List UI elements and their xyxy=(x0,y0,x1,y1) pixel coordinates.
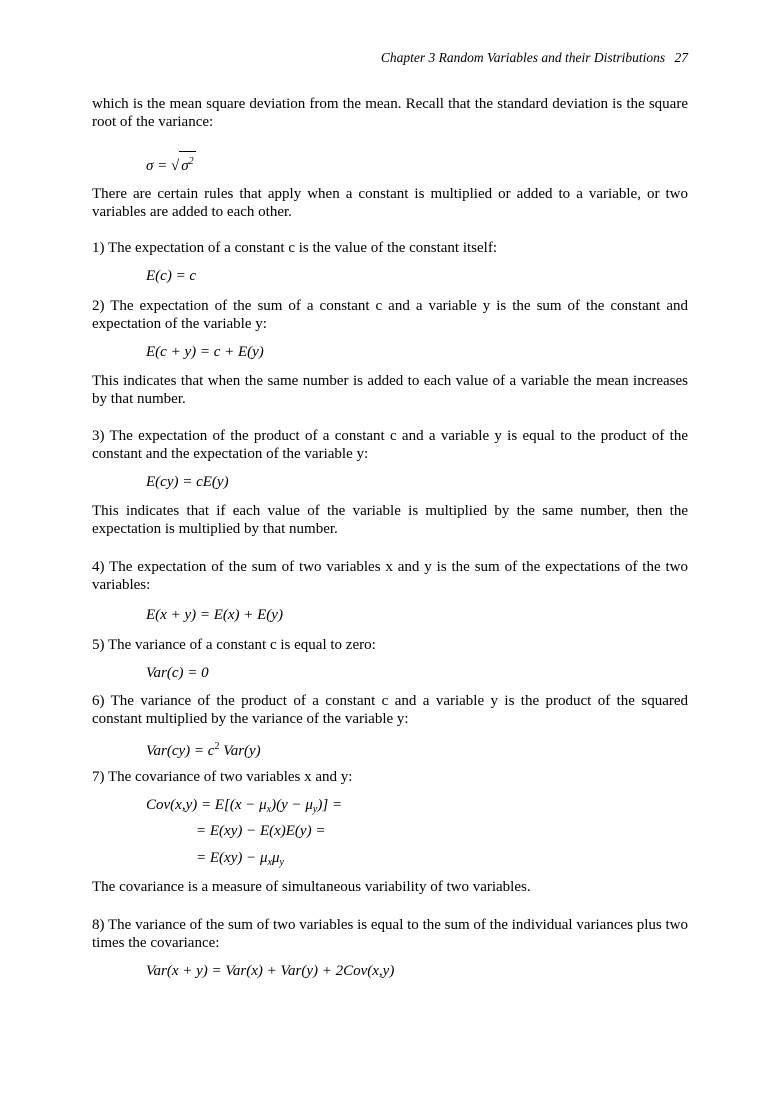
rule-2-note: This indicates that when the same number is added to each value of a variable the mean increases by that number. xyxy=(92,373,688,407)
rule-2: 2) The expectation of the sum of a constant c and a variable y is the sum of the constant and expectation of the variable y: xyxy=(92,298,688,332)
rule-7-note: The covariance is a measure of simultaneous variability of two variables. xyxy=(92,879,531,895)
rule-4: 4) The expectation of the sum of two variables x and y is the sum of the expectations of the two variables: xyxy=(92,559,688,593)
equation-6: $Var(cy) = c^2$ Var(y) xyxy=(146,741,261,759)
paragraph-intro: which is the mean square deviation from the mean. Recall that the standard deviation is the square root of the variance: xyxy=(92,96,688,130)
rule-3: 3) The expectation of the product of a constant c and a variable y is equal to the product of the constant and the expectation of the variable y: xyxy=(92,428,688,462)
equation-5: Var(c) = 0 xyxy=(146,665,209,681)
equation-sigma xyxy=(146,151,196,175)
rule-6: 6) The variance of the product of a constant c and a variable y is the product of the squared constant multiplied by the variance of the variable y: xyxy=(92,693,688,727)
rule-5: 5) The variance of a constant c is equal to zero: xyxy=(92,637,376,653)
chapter-title: Chapter 3 Random Variables and their Distributions xyxy=(380,50,666,65)
paragraph-rules-intro: There are certain rules that apply when a constant is multiplied or added to a variable, or two variables are added to each other. xyxy=(92,186,688,220)
rule-7: 7) The covariance of two variables x and y: xyxy=(92,769,353,785)
rule-3-note: This indicates that if each value of the variable is multiplied by the same number, then the expectation is multiplied by that number. xyxy=(92,503,688,537)
equation-3: E(cy) = cE(y) xyxy=(146,474,229,490)
square-root: √ $\sigma^2$ xyxy=(171,151,196,175)
equation-1: E(c) = c xyxy=(146,268,197,284)
rule-8: 8) The variance of the sum of two variables is equal to the sum of the individual variances plus two times the covariance: xyxy=(92,917,688,951)
equation-2: E(c + y) = c + E(y) xyxy=(146,344,264,360)
equation-7-line-3: = $E(xy) - \mu_x\mu_y$ xyxy=(196,850,284,868)
sigma-lhs: σ = xyxy=(146,158,172,174)
equation-7-line-1: $Cov(x,y) = E[(x - \mu_x)(y - \mu_y)]$ = xyxy=(146,797,343,815)
equation-4: E(x + y) = E(x) + E(y) xyxy=(146,607,283,623)
page-number: 27 xyxy=(674,50,688,65)
equation-7-line-2: = E(xy) − E(x)E(y) = xyxy=(196,823,326,839)
rule-1: 1) The expectation of a constant c is the value of the constant itself: xyxy=(92,240,498,256)
equation-8: Var(x + y) = Var(x) + Var(y) + 2Cov(x,y) xyxy=(146,963,395,979)
running-header xyxy=(381,50,688,66)
